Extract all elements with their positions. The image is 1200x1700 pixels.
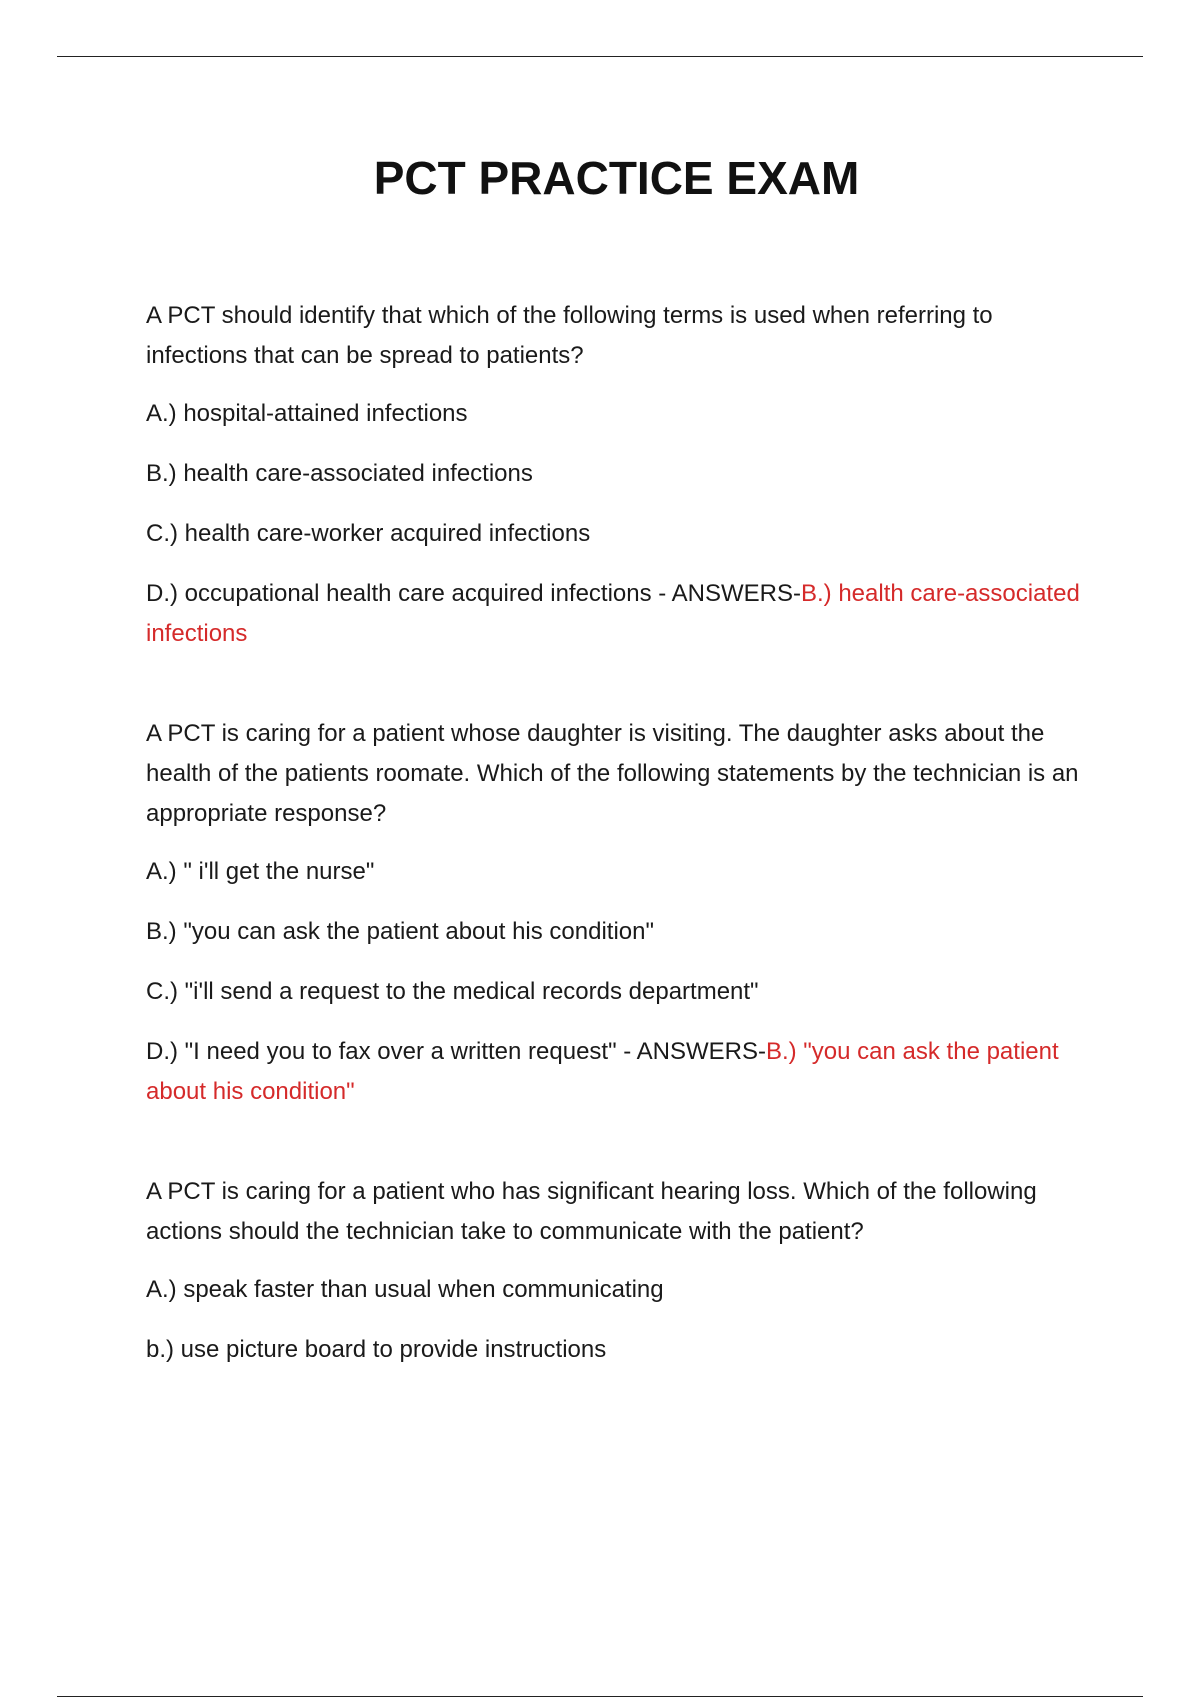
option-b: B.) "you can ask the patient about his condition" <box>146 918 655 945</box>
option-b: B.) health care-associated infections <box>146 460 533 487</box>
question-1 <box>146 296 1096 654</box>
answer-text: B.) "you can ask the patient about his condition" <box>146 1038 1059 1105</box>
question-text: A PCT should identify that which of the following terms is used when referring to infections that can be spread to patients? <box>146 302 993 369</box>
document-body <box>146 296 1096 1430</box>
option-d-text: D.) "I need you to fax over a written request" - ANSWERS- <box>146 1038 766 1065</box>
top-rule <box>57 56 1143 57</box>
question-text: A PCT is caring for a patient who has significant hearing loss. Which of the following actions should the technician take to communicate with the patient? <box>146 1178 1037 1245</box>
question-text: A PCT is caring for a patient whose daughter is visiting. The daughter asks about the health of the patients roomate. Which of the following statements by the technician is an appropriate response? <box>146 720 1079 827</box>
question-3 <box>146 1172 1096 1370</box>
bottom-rule <box>57 1696 1143 1697</box>
option-a: A.) hospital-attained infections <box>146 400 468 427</box>
option-b: b.) use picture board to provide instructions <box>146 1336 607 1363</box>
question-2 <box>146 714 1096 1112</box>
option-a: A.) speak faster than usual when communicating <box>146 1276 664 1303</box>
option-d-text: D.) occupational health care acquired infections - ANSWERS- <box>146 580 801 607</box>
option-d <box>146 1032 1096 1112</box>
page-title: PCT PRACTICE EXAM <box>373 152 860 204</box>
option-c: C.) "i'll send a request to the medical records department" <box>146 978 759 1005</box>
option-c: C.) health care-worker acquired infections <box>146 520 591 547</box>
option-d <box>146 574 1096 654</box>
answer-text: B.) health care-associated infections <box>146 580 1080 647</box>
option-a: A.) " i'll get the nurse" <box>146 858 375 885</box>
